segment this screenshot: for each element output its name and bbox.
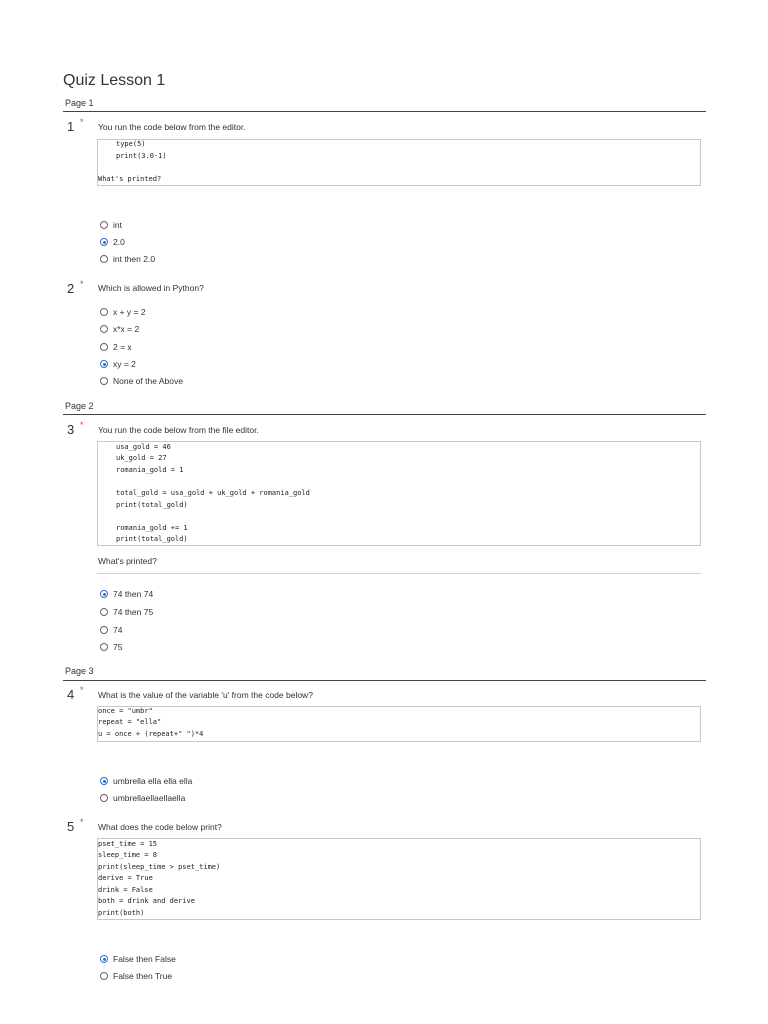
answer-option[interactable] bbox=[100, 358, 136, 370]
radio-button[interactable] bbox=[100, 221, 108, 229]
page-divider bbox=[63, 414, 706, 415]
code-line: once = "umbr" bbox=[98, 707, 153, 715]
radio-button-selected[interactable] bbox=[100, 238, 108, 246]
question-text: You run the code below from the file editor. bbox=[98, 425, 259, 435]
code-line: romania_gold += 1 bbox=[116, 524, 188, 532]
option-label: 2 = x bbox=[113, 342, 132, 352]
sub-question-divider bbox=[97, 573, 701, 574]
question-number: 5 bbox=[67, 819, 75, 834]
code-line: total_gold = usa_gold + uk_gold + romania_gold bbox=[116, 489, 310, 497]
option-label: False then False bbox=[113, 954, 176, 964]
radio-button[interactable] bbox=[100, 608, 108, 616]
answer-option[interactable] bbox=[100, 606, 153, 618]
option-label: 2.0 bbox=[113, 237, 125, 247]
code-line: print(both) bbox=[98, 909, 145, 917]
answer-option[interactable] bbox=[100, 306, 146, 318]
code-line: print(total_gold) bbox=[116, 535, 188, 543]
question-text: You run the code below from the editor. bbox=[98, 122, 246, 132]
code-line: romania_gold = 1 bbox=[116, 466, 184, 474]
question-text: What is the value of the variable 'u' from the code below? bbox=[98, 690, 313, 700]
code-block bbox=[97, 838, 701, 920]
answer-option[interactable] bbox=[100, 375, 183, 387]
radio-button[interactable] bbox=[100, 308, 108, 316]
option-label: 74 bbox=[113, 625, 123, 635]
required-marker: * bbox=[80, 279, 84, 289]
option-label: x + y = 2 bbox=[113, 307, 146, 317]
code-line: pset_time = 15 bbox=[98, 840, 158, 848]
radio-button-selected[interactable] bbox=[100, 955, 108, 963]
required-marker: * bbox=[80, 117, 84, 127]
code-line: print(sleep_time > pset_time) bbox=[98, 863, 221, 871]
radio-button[interactable] bbox=[100, 972, 108, 980]
page-divider bbox=[63, 111, 706, 112]
answer-option[interactable] bbox=[100, 775, 192, 787]
radio-button[interactable] bbox=[100, 325, 108, 333]
code-line: print(3.0-1) bbox=[116, 152, 167, 160]
option-label: 75 bbox=[113, 642, 123, 652]
radio-button[interactable] bbox=[100, 643, 108, 651]
question-number: 1 bbox=[67, 119, 75, 134]
option-label: 74 then 74 bbox=[113, 589, 154, 599]
code-line: u = once + (repeat+" ")*4 bbox=[98, 730, 204, 738]
code-block bbox=[97, 139, 701, 186]
page-label: Page 3 bbox=[65, 666, 94, 676]
question-number: 3 bbox=[67, 422, 75, 437]
radio-button[interactable] bbox=[100, 626, 108, 634]
option-label: None of the Above bbox=[113, 376, 183, 386]
code-line: uk_gold = 27 bbox=[116, 454, 167, 462]
answer-option[interactable] bbox=[100, 641, 122, 653]
code-line: sleep_time = 8 bbox=[98, 851, 158, 859]
option-label: int then 2.0 bbox=[113, 254, 156, 264]
code-line: drink = False bbox=[98, 886, 153, 894]
answer-option[interactable] bbox=[100, 588, 153, 600]
code-line: derive = True bbox=[98, 874, 153, 882]
option-label: umbrellaellaellaella bbox=[113, 793, 186, 803]
page-divider bbox=[63, 680, 706, 681]
option-label: x*x = 2 bbox=[113, 324, 140, 334]
option-label: int bbox=[113, 220, 122, 230]
answer-option[interactable] bbox=[100, 323, 139, 335]
radio-button-selected[interactable] bbox=[100, 360, 108, 368]
question-number: 2 bbox=[67, 281, 75, 296]
required-marker: * bbox=[80, 420, 84, 430]
radio-button-selected[interactable] bbox=[100, 590, 108, 598]
question-text: What does the code below print? bbox=[98, 822, 222, 832]
answer-option[interactable] bbox=[100, 624, 122, 636]
answer-option[interactable] bbox=[100, 970, 172, 982]
quiz-title: Quiz Lesson 1 bbox=[63, 72, 166, 89]
question-text: Which is allowed in Python? bbox=[98, 283, 204, 293]
answer-option[interactable] bbox=[100, 953, 176, 965]
answer-option[interactable] bbox=[100, 253, 155, 265]
option-label: umbrella ella ella ella bbox=[113, 776, 193, 786]
page-label: Page 1 bbox=[65, 98, 94, 108]
radio-button[interactable] bbox=[100, 377, 108, 385]
code-line: both = drink and derive bbox=[98, 897, 195, 905]
radio-button[interactable] bbox=[100, 794, 108, 802]
option-label: 74 then 75 bbox=[113, 607, 154, 617]
radio-button[interactable] bbox=[100, 343, 108, 351]
option-label: xy = 2 bbox=[113, 359, 136, 369]
code-line: type(5) bbox=[116, 140, 146, 148]
answer-option[interactable] bbox=[100, 341, 132, 353]
sub-question-text: What's printed? bbox=[98, 556, 157, 566]
option-label: False then True bbox=[113, 971, 173, 981]
radio-button-selected[interactable] bbox=[100, 777, 108, 785]
code-line: print(total_gold) bbox=[116, 501, 188, 509]
code-line: What's printed? bbox=[98, 175, 162, 183]
answer-option[interactable] bbox=[100, 792, 185, 804]
answer-option[interactable] bbox=[100, 219, 122, 231]
required-marker: * bbox=[80, 817, 84, 827]
code-line: repeat = "ella" bbox=[98, 718, 162, 726]
answer-option[interactable] bbox=[100, 236, 125, 248]
page-label: Page 2 bbox=[65, 401, 94, 411]
required-marker: * bbox=[80, 685, 84, 695]
question-number: 4 bbox=[67, 687, 75, 702]
radio-button[interactable] bbox=[100, 255, 108, 263]
code-line: usa_gold = 46 bbox=[116, 443, 171, 451]
